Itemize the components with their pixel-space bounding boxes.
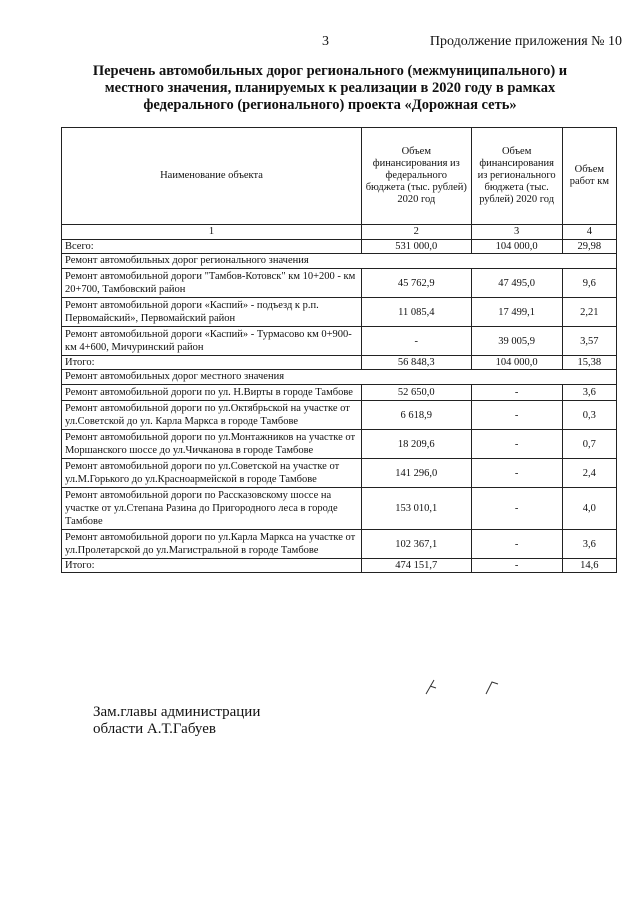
object-name: Ремонт автомобильной дороги по ул.Монтажников на участке от Моршанского шоссе до ул.Чичканова в городе Тамбове (62, 430, 362, 459)
subtotal-km: 14,6 (562, 559, 616, 573)
table-row (62, 327, 617, 356)
grand-total-federal: 531 000,0 (362, 240, 472, 254)
work-km: 3,57 (562, 327, 616, 356)
roads-table (61, 127, 617, 573)
federal-amount: 153 010,1 (362, 488, 472, 530)
object-name: Ремонт автомобильной дороги «Каспий» - подъезд к р.п. Первомайский», Первомайский район (62, 298, 362, 327)
object-name: Ремонт автомобильной дороги по Рассказовскому шоссе на участке от ул.Степана Разина до Пригородного леса в городе Тамбове (62, 488, 362, 530)
work-km: 2,4 (562, 459, 616, 488)
subtotal-row (62, 559, 617, 573)
column-number: 3 (471, 225, 562, 240)
object-name: Ремонт автомобильной дороги "Тамбов-Котовск" км 10+200 - км 20+700, Тамбовский район (62, 269, 362, 298)
work-km: 3,6 (562, 530, 616, 559)
federal-amount: 45 762,9 (362, 269, 472, 298)
table-row (62, 298, 617, 327)
regional-amount: 47 495,0 (471, 269, 562, 298)
section-header-row (62, 254, 617, 269)
signature-position: Зам.главы администрации (93, 704, 261, 720)
work-km: 0,7 (562, 430, 616, 459)
grand-total-km: 29,98 (562, 240, 616, 254)
column-header-regional: Объем финансирования из регионального бюджета (тыс. рублей) 2020 год (471, 128, 562, 225)
subtotal-regional: - (471, 559, 562, 573)
table-row (62, 430, 617, 459)
object-name: Ремонт автомобильной дороги по ул.Карла Маркса на участке от ул.Пролетарской до ул.Магистральной в городе Тамбове (62, 530, 362, 559)
table-row (62, 401, 617, 430)
handwritten-mark (420, 676, 510, 696)
federal-amount: - (362, 327, 472, 356)
signature-block (93, 704, 260, 738)
column-header-federal: Объем финансирования из федерального бюджета (тыс. рублей) 2020 год (362, 128, 472, 225)
subtotal-km: 15,38 (562, 356, 616, 370)
appendix-note: Продолжение приложения № 10 (429, 34, 622, 49)
section-title-local: Ремонт автомобильных дорог местного значения (62, 370, 617, 385)
column-number: 2 (362, 225, 472, 240)
subtotal-federal: 474 151,7 (362, 559, 472, 573)
regional-amount: - (471, 530, 562, 559)
subtotal-label: Итого: (62, 356, 362, 370)
regional-amount: - (471, 430, 562, 459)
federal-amount: 141 296,0 (362, 459, 472, 488)
table-row (62, 269, 617, 298)
section-header-row (62, 370, 617, 385)
column-number: 1 (62, 225, 362, 240)
grand-total-label: Всего: (62, 240, 362, 254)
object-name: Ремонт автомобильной дороги по ул. Н.Вирты в городе Тамбове (62, 385, 362, 401)
column-header-name: Наименование объекта (62, 128, 362, 225)
table-row (62, 488, 617, 530)
federal-amount: 102 367,1 (362, 530, 472, 559)
page-number: 3 (322, 34, 329, 49)
column-header-km: Объем работ км (562, 128, 616, 225)
grand-total-regional: 104 000,0 (471, 240, 562, 254)
regional-amount: - (471, 459, 562, 488)
object-name: Ремонт автомобильной дороги «Каспий» - Турмасово км 0+900- км 4+600, Мичуринский район (62, 327, 362, 356)
work-km: 9,6 (562, 269, 616, 298)
federal-amount: 11 085,4 (362, 298, 472, 327)
object-name: Ремонт автомобильной дороги по ул.Советской на участке от ул.М.Горького до ул.Красноармейской в городе Тамбове (62, 459, 362, 488)
work-km: 3,6 (562, 385, 616, 401)
regional-amount: - (471, 385, 562, 401)
column-number: 4 (562, 225, 616, 240)
column-number-row (62, 225, 617, 240)
federal-amount: 52 650,0 (362, 385, 472, 401)
grand-total-row (62, 240, 617, 254)
federal-amount: 6 618,9 (362, 401, 472, 430)
object-name: Ремонт автомобильной дороги по ул.Октябрьской на участке от ул.Советской до ул. Карла Маркса в городе Тамбове (62, 401, 362, 430)
subtotal-label: Итого: (62, 559, 362, 573)
regional-amount: - (471, 488, 562, 530)
table-row (62, 385, 617, 401)
subtotal-row (62, 356, 617, 370)
regional-amount: - (471, 401, 562, 430)
subtotal-federal: 56 848,3 (362, 356, 472, 370)
work-km: 4,0 (562, 488, 616, 530)
subtotal-regional: 104 000,0 (471, 356, 562, 370)
work-km: 2,21 (562, 298, 616, 327)
federal-amount: 18 209,6 (362, 430, 472, 459)
document-title: Перечень автомобильных дорог регионального (межмуниципального) и местного значения, планируемых к реализации в 2020 году в рамках федерального (регионального) проекта «Дорожная сеть» (92, 63, 568, 113)
table-row (62, 459, 617, 488)
regional-amount: 39 005,9 (471, 327, 562, 356)
work-km: 0,3 (562, 401, 616, 430)
table-row (62, 530, 617, 559)
section-title-regional: Ремонт автомобильных дорог регионального значения (62, 254, 617, 269)
regional-amount: 17 499,1 (471, 298, 562, 327)
table-header-row (62, 128, 617, 225)
signature-name: области А.Т.Габуев (93, 721, 216, 737)
